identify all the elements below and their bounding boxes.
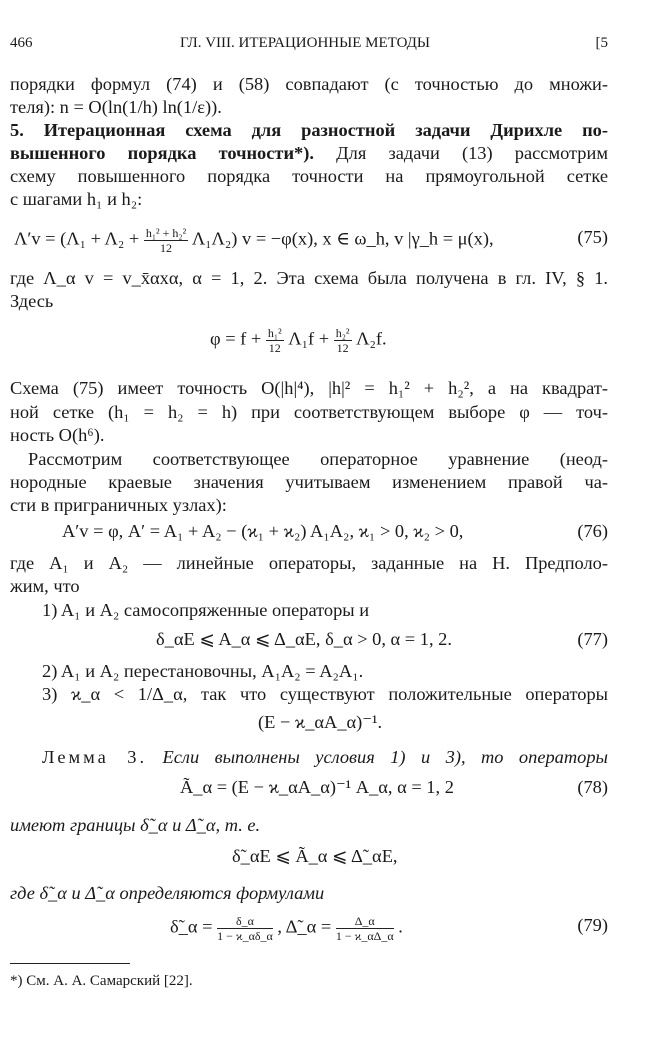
- equation-75: [14, 226, 494, 255]
- eq79-part-c: .: [398, 916, 403, 937]
- eq75-left: Λ′v = (Λ₁ + Λ₂ +: [14, 228, 140, 249]
- header-mark: [5: [595, 35, 608, 51]
- lemma-statement: [10, 746, 608, 768]
- eq79-part-b: , Δ̃_α =: [277, 916, 332, 937]
- eq79-f1-numerator: δ_α: [217, 914, 273, 929]
- equation-77: δ_αE ⩽ A_α ⩽ Δ_αE, δ_α > 0, α = 1, 2.: [156, 629, 452, 649]
- equation-78: Ã_α = (E − ϰ_αA_α)⁻¹ A_α, α = 1, 2: [180, 777, 454, 797]
- text-line: [10, 142, 608, 164]
- section-heading: [10, 119, 608, 141]
- phi-f2-numerator: h₂²: [335, 326, 350, 340]
- text-line: Здесь: [10, 291, 54, 311]
- text-line: где A₁ и A₂ — линейные операторы, заданные на H. Предполо-: [10, 553, 608, 573]
- text-line: имеют границы δ̃_α и Δ̃_α, т. е.: [10, 815, 261, 835]
- equation-79: [170, 914, 403, 943]
- text-line: теля): n = O(ln(1/h) ln(1/ε)).: [10, 97, 222, 117]
- text-line: ность O(h⁶).: [10, 425, 105, 445]
- running-title: ГЛ. VIII. ИТЕРАЦИОННЫЕ МЕТОДЫ: [180, 35, 430, 51]
- text-line: где Λ_α v = v_x̄αxα, α = 1, 2. Эта схема была получена в гл. IV, § 1.: [10, 268, 608, 288]
- section-title-part2: вышенного порядка точности*).: [10, 143, 314, 163]
- text-line: нородные краевые значения учитываем изменением правой ча-: [10, 472, 608, 492]
- equation-number: (79): [577, 915, 608, 935]
- page-number: 466: [10, 35, 33, 51]
- phi-fraction-2: [334, 326, 352, 355]
- phi-part-b: Λ₁f +: [288, 328, 330, 349]
- equation-number: (77): [577, 629, 608, 649]
- footnote-divider: [10, 963, 130, 964]
- text-line: жим, что: [10, 576, 80, 596]
- text-line: ной сетке (h₁ = h₂ = h) при соответствующем выборе φ — точ-: [10, 402, 608, 422]
- phi-f1-numerator: h₁²: [267, 326, 282, 340]
- lemma-label: Лемма 3.: [42, 747, 148, 767]
- eq75-denominator: 12: [160, 241, 173, 255]
- section-text: Для задачи (13) рассмотрим: [313, 143, 608, 163]
- eq75-right: Λ₁Λ₂) v = −φ(x), x ∈ ω_h, v |γ_h = μ(x),: [191, 228, 494, 249]
- footnote: *) См. А. А. Самарский [22].: [10, 973, 193, 989]
- text-line: с шагами h₁ и h₂:: [10, 189, 143, 209]
- equation-inverse: (E − ϰ_αA_α)⁻¹.: [258, 712, 383, 732]
- page-header: [10, 32, 608, 54]
- eq79-f2-denominator: 1 − ϰ_αΔ_α: [335, 929, 394, 943]
- eq79-fraction-2: [336, 914, 394, 943]
- phi-part-c: Λ₂f.: [356, 328, 387, 349]
- eq79-fraction-1: [217, 914, 273, 943]
- text-line: где δ̃_α и Δ̃_α определяются формулами: [10, 883, 325, 903]
- condition-3: 3) ϰ_α < 1/Δ_α, так что существуют положительные операторы: [42, 684, 608, 704]
- text-line: Схема (75) имеет точность O(|h|⁴), |h|² = h₁² + h₂², а на квадрат-: [10, 378, 608, 398]
- section-title-part1: 5. Итерационная схема для разностной задачи Дирихле по-: [10, 120, 608, 140]
- eq75-fraction: [144, 226, 188, 255]
- text-line: схему повышенного порядка точности на прямоугольной сетке: [10, 166, 608, 186]
- equation-number: (78): [577, 777, 608, 797]
- condition-1: 1) A₁ и A₂ самосопряженные операторы и: [42, 600, 370, 620]
- phi-f2-denominator: 12: [336, 341, 349, 355]
- phi-part-a: φ = f +: [210, 328, 262, 349]
- equation-number: (75): [577, 227, 608, 247]
- eq79-f2-numerator: Δ_α: [336, 914, 394, 929]
- text-line: Рассмотрим соответствующее операторное уравнение (неод-: [28, 449, 608, 469]
- eq79-part-a: δ̃_α =: [170, 916, 213, 937]
- condition-2: 2) A₁ и A₂ перестановочны, A₁A₂ = A₂A₁.: [42, 661, 364, 681]
- equation-bounds: δ̃_αE ⩽ Ã_α ⩽ Δ̃_αE,: [232, 846, 398, 866]
- equation-number: (76): [577, 521, 608, 541]
- phi-fraction-1: [266, 326, 284, 355]
- text-line: порядки формул (74) и (58) совпадают (с точностью до множи-: [10, 74, 608, 94]
- eq75-numerator: h₁² + h₂²: [145, 226, 187, 240]
- text-line: сти в приграничных узлах):: [10, 495, 227, 515]
- equation-phi: [210, 326, 387, 355]
- eq79-f1-denominator: 1 − ϰ_αδ_α: [217, 929, 273, 943]
- lemma-text: Если выполнены условия 1) и 3), то операторы: [147, 747, 608, 767]
- equation-76: A′v = φ, A′ = A₁ + A₂ − (ϰ₁ + ϰ₂) A₁A₂, ϰ₁ > 0, ϰ₂ > 0,: [62, 521, 464, 541]
- phi-f1-denominator: 12: [268, 341, 281, 355]
